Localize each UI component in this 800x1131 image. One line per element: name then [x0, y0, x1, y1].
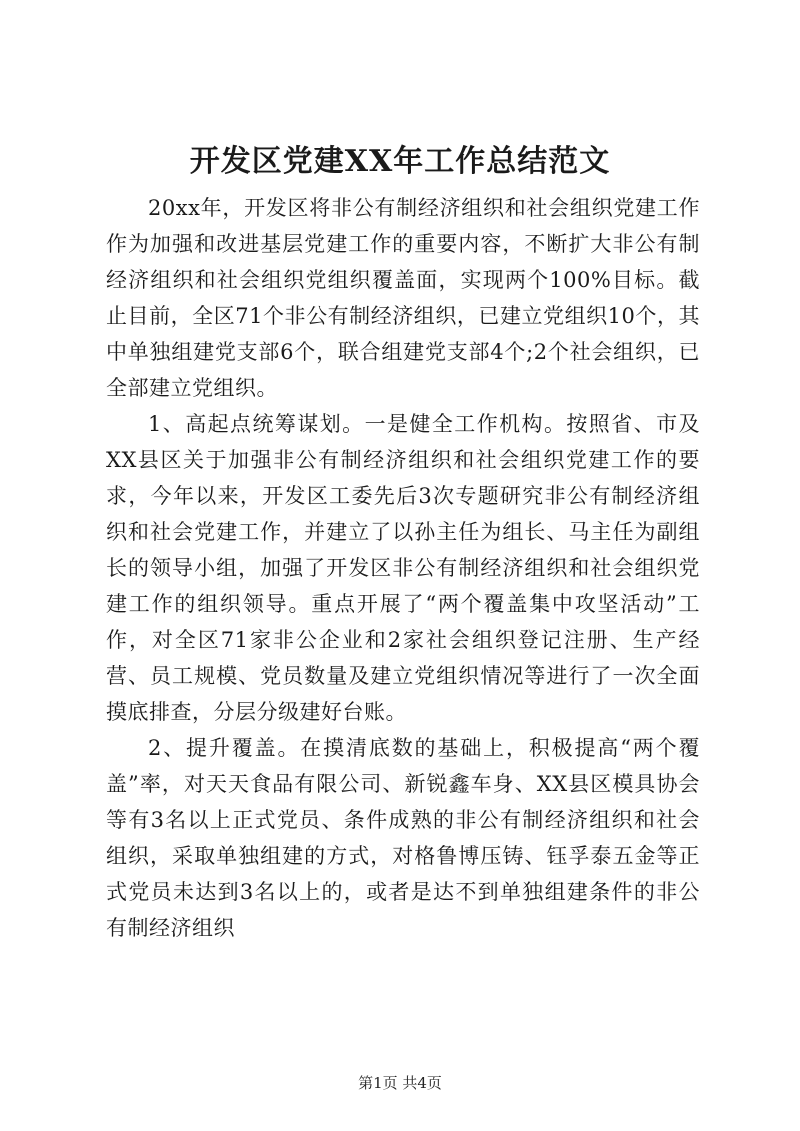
paragraph-section-2: 2、提升覆盖。在摸清底数的基础上，积极提高“两个覆盖”率，对天天食品有限公司、新锐鑫车身、XX县区模具协会等有3名以上正式党员、条件成熟的非公有制经济组织和社会组织，采取单独组建的方式，对格鲁博压铸、钰孚泰五金等正式党员未达到3名以上的，或者是达不到单独组建条件的非公有制经济组织 — [106, 736, 700, 940]
document-body — [106, 190, 700, 946]
page-footer: 第1页 共4页 — [358, 1074, 442, 1092]
paragraph-intro: 20xx年，开发区将非公有制经济组织和社会组织党建工作作为加强和改进基层党建工作的重要内容，不断扩大非公有制经济组织和社会组织党组织覆盖面，实现两个100%目标。截止目前，全区71个非公有制经济组织，已建立党组织10个，其中单独组建党支部6个，联合组建党支部4个;2个社会组织，已全部建立党组织。 — [106, 196, 700, 400]
document-title: 开发区党建XX年工作总结范文 — [189, 144, 611, 179]
paragraph-section-1: 1、高起点统筹谋划。一是健全工作机构。按照省、市及XX县区关于加强非公有制经济组织和社会组织党建工作的要求，今年以来，开发区工委先后3次专题研究非公有制经济组织和社会党建工作，并建立了以孙主任为组长、马主任为副组长的领导小组，加强了开发区非公有制经济组织和社会组织党建工作的组织领导。重点开展了“两个覆盖集中攻坚活动”工作，对全区71家非公企业和2家社会组织登记注册、生产经营、员工规模、党员数量及建立党组织情况等进行了一次全面摸底排查，分层分级建好台账。 — [106, 412, 700, 724]
